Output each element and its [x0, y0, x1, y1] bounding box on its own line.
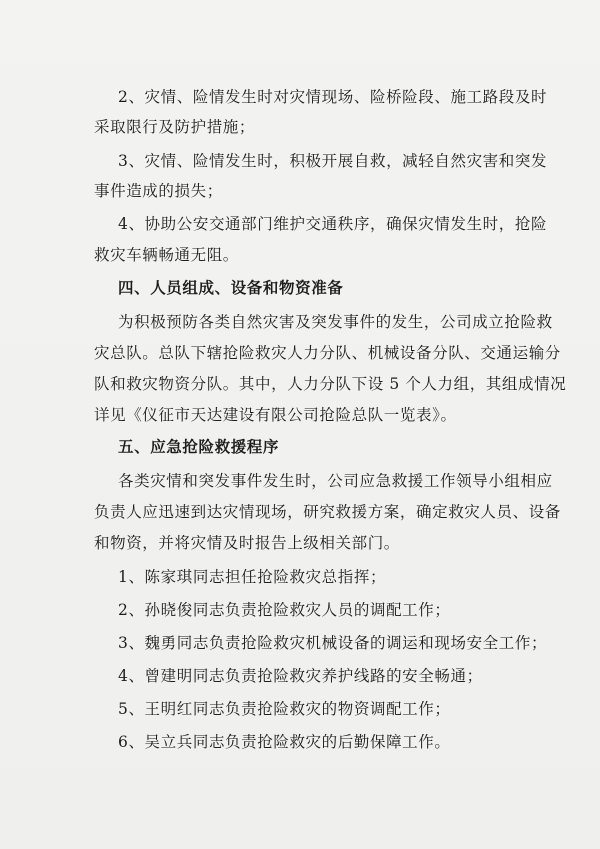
section-5-heading: 五、应急抢险救援程序	[118, 437, 280, 456]
paragraph-2-line-2: 采取限行及防护措施；	[94, 118, 256, 136]
list-item-4: 4、曾建明同志负责抢险救灾养护线路的安全畅通；	[118, 667, 483, 685]
section-4-line-4: 详见《仪征市天达建设有限公司抢险总队一览表》。	[94, 406, 457, 424]
list-item-1: 1、陈家琪同志担任抢险救灾总指挥；	[118, 568, 387, 586]
list-item-2: 2、孙晓俊同志负责抢险救灾人员的调配工作；	[118, 601, 451, 619]
list-item-5: 5、王明红同志负责抢险救灾的物资调配工作；	[118, 700, 451, 718]
paragraph-4-line-1: 4、协助公安交通部门维护交通秩序，确保灾情发生时，抢险	[118, 215, 548, 233]
section-4-line-2: 灾总队。总队下辖抢险救灾人力分队、机械设备分队、交通运输分	[94, 344, 561, 362]
list-item-6: 6、吴立兵同志负责抢险救灾的后勤保障工作。	[118, 733, 451, 751]
paragraph-4-line-2: 救灾车辆畅通无阻。	[94, 246, 239, 264]
section-5-line-2: 负责人应迅速到达灾情现场，研究救援方案，确定救灾人员、设备	[94, 503, 561, 521]
list-item-3: 3、魏勇同志负责抢险救灾机械设备的调运和现场安全工作；	[118, 634, 548, 652]
paragraph-3-line-2: 事件造成的损失；	[94, 182, 223, 200]
section-4-line-1: 为积极预防各类自然灾害及突发事件的发生，公司成立抢险救	[118, 313, 553, 331]
section-5-line-1: 各类灾情和突发事件发生时，公司应急救援工作领导小组相应	[118, 472, 553, 490]
paragraph-3-line-1: 3、灾情、险情发生时，积极开展自救，减轻自然灾害和突发	[118, 152, 548, 170]
section-5-line-3: 和物资，并将灾情及时报告上级相关部门。	[94, 534, 400, 552]
section-4-line-3: 队和救灾物资分队。其中，人力分队下设 5 个人力组，其组成情况	[94, 375, 567, 393]
paragraph-2-line-1: 2、灾情、险情发生时对灾情现场、险桥险段、施工路段及时	[118, 88, 548, 106]
section-4-heading: 四、人员组成、设备和物资准备	[118, 278, 344, 297]
